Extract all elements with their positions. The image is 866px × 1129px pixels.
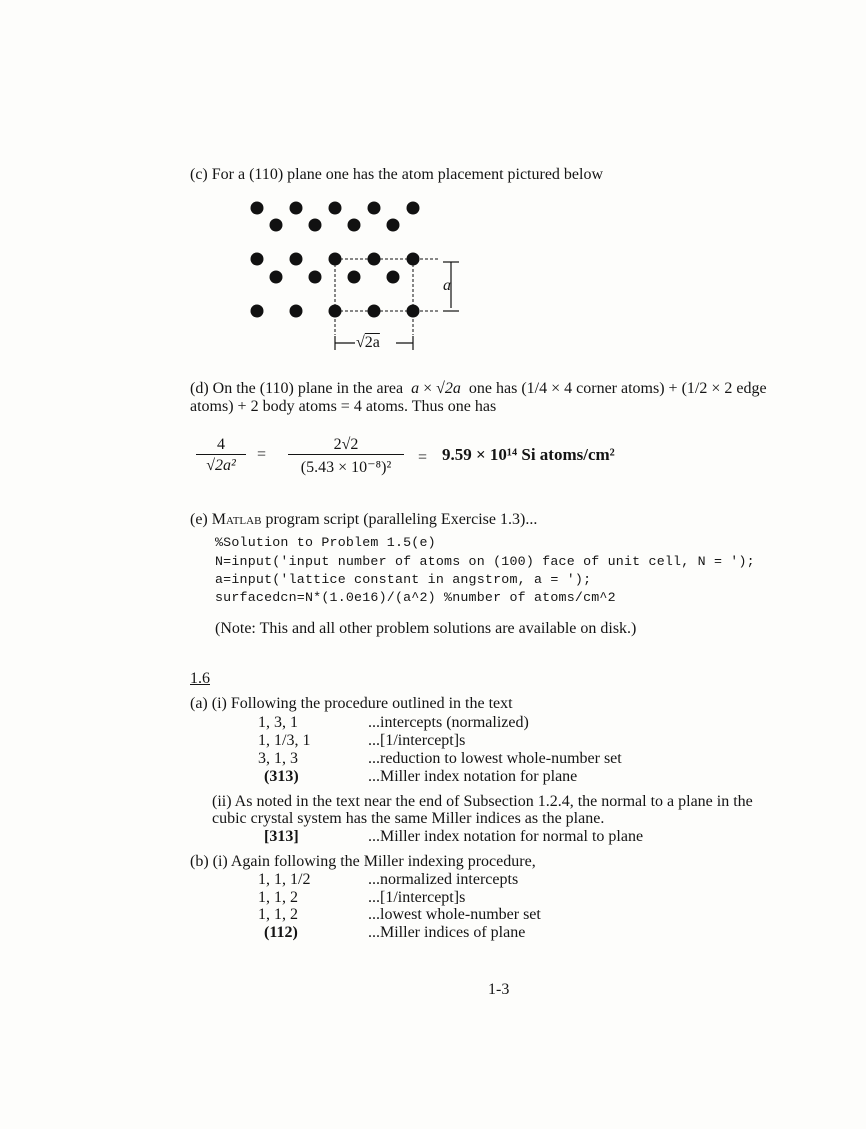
note-text: (Note: This and all other problem solutions are available on disk.)	[215, 620, 637, 637]
equals-sign: =	[418, 449, 428, 466]
atom	[348, 219, 361, 232]
unit-area-outline	[335, 259, 440, 335]
part-a-ii-line2: cubic crystal system has the same Miller indices as the plane.	[212, 810, 605, 827]
atom	[368, 305, 381, 318]
part-c-text: (c) For a (110) plane one has the atom placement pictured below	[190, 166, 604, 183]
atom	[368, 202, 381, 215]
part-b-i-intro: (b) (i) Again following the Miller indexing procedure,	[190, 853, 536, 870]
equals-sign: =	[257, 446, 267, 463]
step-left: 3, 1, 3	[258, 750, 298, 767]
part-d-line1: (d) On the (110) plane in the area a × √2a one has (1/4 × 4 corner atoms) + (1/2 × 2 edge	[190, 380, 767, 397]
atom	[290, 305, 303, 318]
atom	[290, 253, 303, 266]
atom	[329, 202, 342, 215]
atom	[251, 305, 264, 318]
step-left: (112)	[264, 924, 298, 941]
atom	[407, 202, 420, 215]
atom	[251, 253, 264, 266]
step-left: 1, 1, 1/2	[258, 871, 311, 888]
step-left: [313]	[264, 828, 299, 845]
step-left: (313)	[264, 768, 299, 785]
part-a-i-intro: (a) (i) Following the procedure outlined in the text	[190, 695, 513, 712]
equation-result: 9.59 × 10¹⁴ Si atoms/cm²	[442, 445, 615, 464]
step-left: 1, 1, 2	[258, 906, 298, 923]
step-right: ...intercepts (normalized)	[368, 714, 529, 731]
atom	[348, 271, 361, 284]
part-e-heading: (e) Matlab program script (paralleling Exercise 1.3)...	[190, 511, 538, 528]
step-left: 1, 3, 1	[258, 714, 298, 731]
step-right: ...[1/intercept]s	[368, 889, 466, 906]
atom	[251, 202, 264, 215]
atom	[309, 271, 322, 284]
step-right: ...lowest whole-number set	[368, 906, 541, 923]
step-right: ...normalized intercepts	[368, 871, 519, 888]
code-line: surfacedcn=N*(1.0e16)/(a^2) %number of atoms/cm^2	[215, 590, 616, 605]
part-a-ii-line1: (ii) As noted in the text near the end of Subsection 1.2.4, the normal to a plane in the	[212, 793, 753, 810]
atom	[368, 253, 381, 266]
step-right: ...reduction to lowest whole-number set	[368, 750, 622, 767]
atom	[270, 219, 283, 232]
page-number: 1-3	[488, 981, 510, 998]
atom-placement-figure	[240, 195, 470, 360]
step-left: 1, 1/3, 1	[258, 732, 311, 749]
problem-number: 1.6	[190, 670, 210, 687]
atom	[309, 219, 322, 232]
atom	[270, 271, 283, 284]
step-right: ...[1/intercept]s	[368, 732, 466, 749]
equation-fraction-1: $\frac{4}{\text{√2a²}}$	[196, 436, 246, 475]
code-line: N=input('input number of atoms on (100) face of unit cell, N = ');	[215, 554, 755, 569]
part-d-line2: atoms) + 2 body atoms = 4 atoms. Thus one has	[190, 398, 497, 415]
height-label: a	[443, 277, 451, 294]
step-right: ...Miller index notation for plane	[368, 768, 578, 785]
atom	[387, 219, 400, 232]
step-right: ...Miller indices of plane	[368, 924, 526, 941]
atom	[387, 271, 400, 284]
code-line: a=input('lattice constant in angstrom, a = ');	[215, 572, 592, 587]
width-label: √2a	[356, 334, 380, 351]
equation-fraction-2: $\frac{2√2}{\text{(5.43 × 10⁻⁸)²}}$	[288, 436, 404, 477]
step-right: ...Miller index notation for normal to plane	[368, 828, 644, 845]
atom	[290, 202, 303, 215]
step-left: 1, 1, 2	[258, 889, 298, 906]
code-line: %Solution to Problem 1.5(e)	[215, 535, 436, 550]
